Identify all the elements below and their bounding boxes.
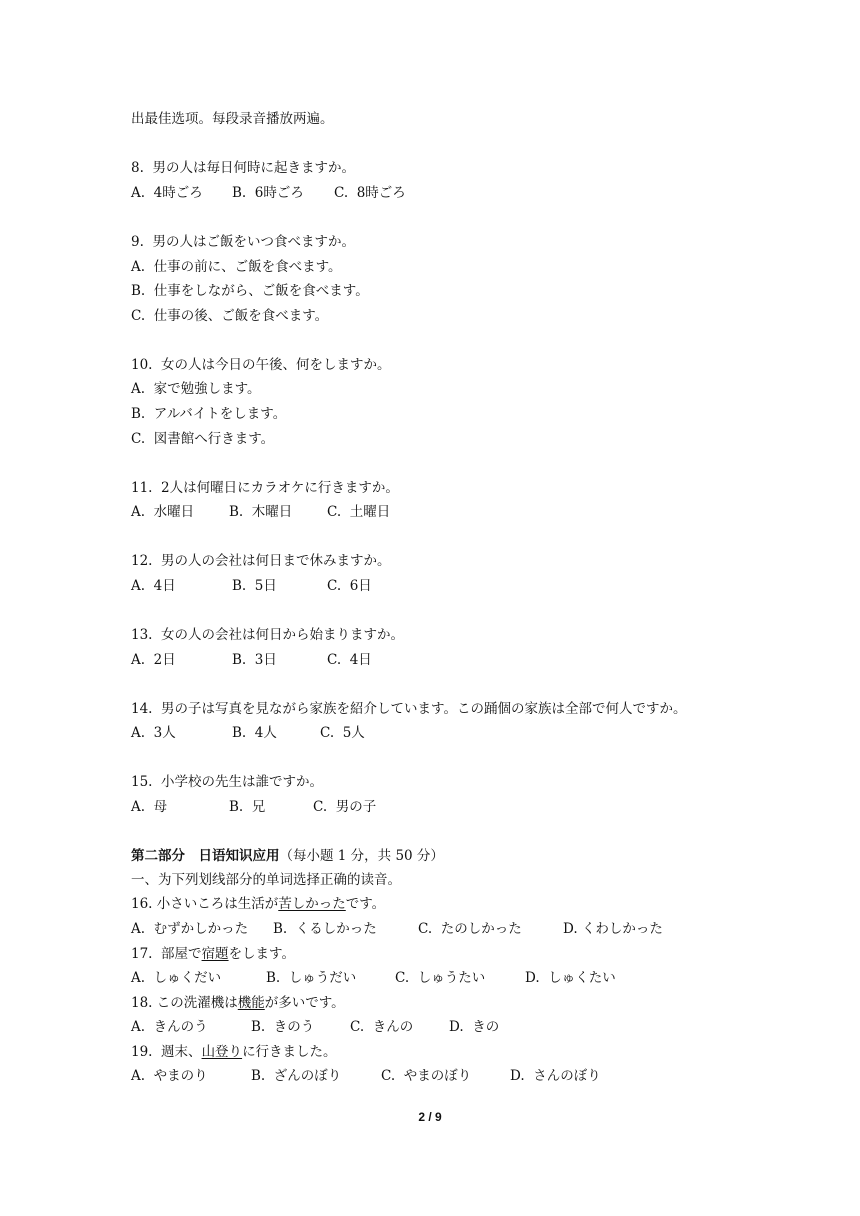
question-8-option-c: C. 8時ごろ <box>334 185 406 201</box>
question-13-option-a: A. 2日 <box>131 652 176 668</box>
question-14-option-a: A. 3人 <box>131 725 176 741</box>
question-19-option-c: C. やまのぼり <box>381 1068 472 1084</box>
question-8-option-a: A. 4時ごろ <box>131 185 203 201</box>
question-9-stem: 9. 男の人はご飯をいつ食べますか。 <box>131 234 355 250</box>
question-14-stem: 14. 男の子は写真を見ながら家族を紹介しています。この踊個の家族は全部で何人ですか。 <box>131 701 687 717</box>
question-19-option-d: D. さんのぼり <box>510 1068 601 1084</box>
question-16-option-a: A. むずかしかった <box>131 921 249 937</box>
question-18-option-c: C. きんの <box>350 1019 414 1035</box>
question-18-underlined: 機能 <box>237 995 265 1011</box>
question-8-stem: 8. 男の人は毎日何時に起きますか。 <box>131 160 355 176</box>
question-12-option-b: B. 5日 <box>232 578 277 594</box>
question-11-option-b: B. 木曜日 <box>229 504 293 520</box>
question-12-stem: 12. 男の人の会社は何日まで休みますか。 <box>131 553 391 569</box>
question-10-stem: 10. 女の人は今日の午後、何をしますか。 <box>131 357 391 373</box>
question-15-stem: 15. 小学校の先生は誰ですか。 <box>131 774 324 790</box>
question-13-option-b: B. 3日 <box>232 652 277 668</box>
question-19-option-a: A. やまのり <box>131 1068 208 1084</box>
part-2-title: 第二部分 日语知识应用 <box>131 848 280 864</box>
question-10-option-c: C. 図書館へ行きます。 <box>131 431 275 447</box>
question-11-option-c: C. 土曜日 <box>327 504 391 520</box>
question-15-option-a: A. 母 <box>131 799 168 815</box>
question-8-option-b: B. 6時ごろ <box>232 185 304 201</box>
question-9-option-c: C. 仕事の後、ご飯を食べます。 <box>131 308 329 324</box>
question-17-option-a: A. しゅくだい <box>131 970 222 986</box>
question-17-stem: 17. 部屋で宿題をします。 <box>131 946 295 962</box>
question-16-stem: 16. 小さいころは生活が苦しかったです。 <box>131 896 386 912</box>
question-16-underlined: 苦しかった <box>278 896 346 912</box>
question-11-stem: 11. 2人は何曜日にカラオケに行きますか。 <box>131 480 399 496</box>
question-16-option-c: C. たのしかった <box>418 921 522 937</box>
question-17-option-b: B. しゅうだい <box>266 970 357 986</box>
question-11-option-a: A. 水曜日 <box>131 504 195 520</box>
question-10-option-a: A. 家で勉強します。 <box>131 381 261 397</box>
question-17-underlined: 宿題 <box>201 946 229 962</box>
question-13-stem: 13. 女の人の会社は何日から始まりますか。 <box>131 627 405 643</box>
part-2-heading <box>131 846 444 866</box>
question-18-option-a: A. きんのう <box>131 1019 208 1035</box>
question-18-stem: 18. この洗濯機は機能が多いです。 <box>131 995 345 1011</box>
question-9-option-b: B. 仕事をしながら、ご飯を食べます。 <box>131 283 369 299</box>
question-18-option-d: D. きの <box>449 1019 500 1035</box>
question-19-underlined: 山登り <box>201 1044 243 1060</box>
question-14-option-c: C. 5人 <box>320 725 365 741</box>
part-2-note: （每小题 1 分，共 50 分） <box>279 848 444 864</box>
section-1-instruction: 一、为下列划线部分的单词选择正确的读音。 <box>131 872 401 888</box>
question-17-option-c: C. しゅうたい <box>395 970 486 986</box>
question-12-option-a: A. 4日 <box>131 578 176 594</box>
question-14-option-b: B. 4人 <box>232 725 277 741</box>
question-19-stem: 19. 週末、山登りに行きました。 <box>131 1044 337 1060</box>
question-13-option-c: C. 4日 <box>327 652 372 668</box>
question-10-option-b: B. アルバイトをします。 <box>131 406 287 422</box>
intro-tail: 出最佳选项。每段录音播放两遍。 <box>131 111 334 127</box>
question-18-option-b: B. きのう <box>251 1019 315 1035</box>
question-15-option-c: C. 男の子 <box>313 799 377 815</box>
question-12-option-c: C. 6日 <box>327 578 372 594</box>
question-16-option-d: D. くわしかった <box>563 921 663 937</box>
question-16-option-b: B. くるしかった <box>273 921 377 937</box>
question-17-option-d: D. しゅくたい <box>525 970 616 986</box>
question-15-option-b: B. 兄 <box>229 799 266 815</box>
page-number: 2 / 9 <box>418 1110 442 1124</box>
question-9-option-a: A. 仕事の前に、ご飯を食べます。 <box>131 259 342 275</box>
question-19-option-b: B. ざんのぼり <box>251 1068 342 1084</box>
